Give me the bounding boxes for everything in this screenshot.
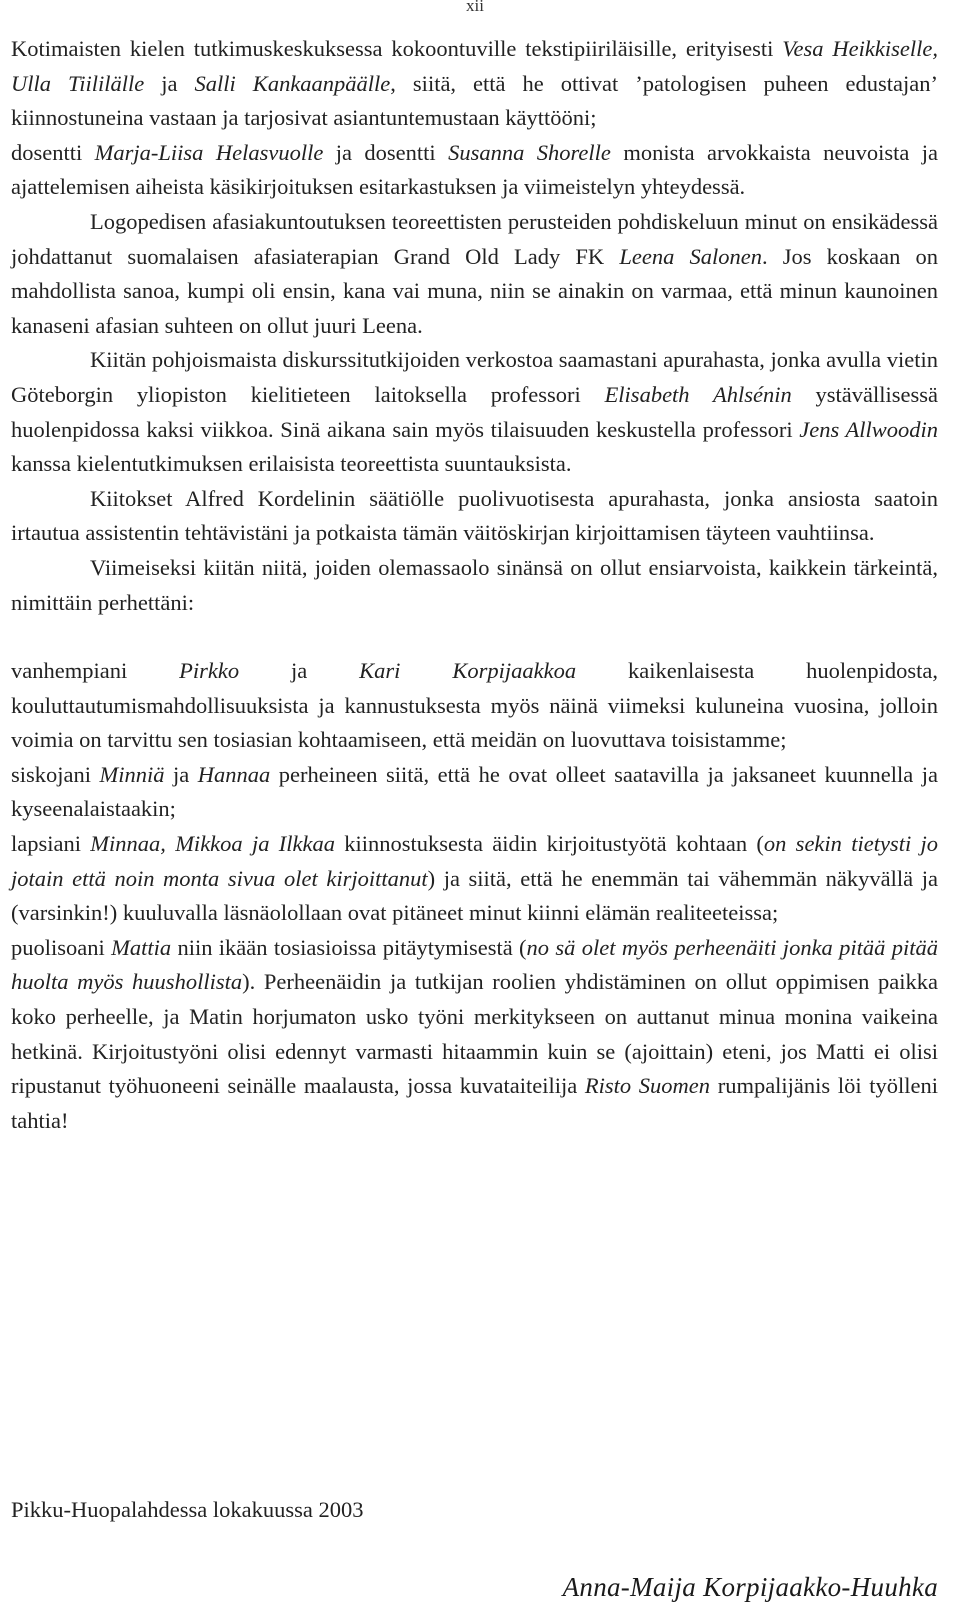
italic-text: Kari Korpijaakkoa <box>359 658 577 684</box>
italic-text: Leena Salonen <box>619 243 762 269</box>
italic-text: Minniä <box>99 761 165 787</box>
acknowledgements-body <box>11 32 938 1138</box>
italic-text: Marja-Liisa Helasvuolle <box>94 139 324 165</box>
italic-text: Jens Allwoodin <box>799 416 939 442</box>
text-run: kiinnostuksesta äidin kirjoitustyötä kohtaan ( <box>334 831 764 857</box>
text-run: monista arvokkaista neuvoista ja ajattelemisen aiheista käsikirjoituksen esitarkastuksen ja viimeistelyn yhteydessä. <box>11 139 939 200</box>
italic-text: Mattia <box>111 934 172 960</box>
italic-text: Pirkko <box>179 658 240 684</box>
text-run: puolisoani <box>11 934 112 960</box>
page-number: xii <box>466 0 484 15</box>
text-run: Kotimaisten kielen tutkimuskeskuksessa kokoontuville tekstipiiriläisille, erityisesti <box>11 36 783 61</box>
text-run: ja <box>144 70 195 96</box>
italic-text: Minnaa, Mikkoa ja Ilkkaa <box>90 831 335 857</box>
italic-text: Vesa Heikkiselle, Ulla Tiililälle <box>11 36 938 96</box>
text-run: ystävällisessä huolenpidossa kaksi viikkoa. Sinä aikana sain myös tilaisuuden keskustella professori <box>11 381 938 442</box>
text-run: lapsiani <box>11 831 91 857</box>
paragraph-p3 <box>11 205 938 343</box>
text-run: kaikenlaisesta huolenpidosta, kouluttautumismahdollisuuksista ja kannustuksesta myös näinä viimeksi kuluneina vuosina, jolloin voimia on tarvittu sen tosiasian kohtaamiseen, että meidän on luovuttava toisistamme; <box>11 658 938 753</box>
italic-text: Salli Kankaanpäälle <box>194 70 391 96</box>
italic-text: on sekin tietysti jo jotain että noin monta sivua olet kirjoittanut <box>11 831 938 891</box>
text-run: , siitä, että he ottivat ’patologisen puheen edustajan’ kiinnostuneina vastaan ja tarjosivat asiantuntemustaan käyttööni; <box>11 70 938 131</box>
text-run: perheineen siitä, että he ovat olleet saatavilla ja jaksaneet kuunnella ja kyseenalaistaakin; <box>11 761 938 822</box>
text-run: Viimeiseksi kiitän niitä, joiden olemassaolo sinänsä on ollut ensiarvoista, kaikkein tärkeintä, nimittäin perhettäni: <box>11 554 938 615</box>
text-run: ja dosentti <box>323 139 449 165</box>
paragraph-p2 <box>11 136 938 205</box>
paragraph-p10 <box>11 931 938 1139</box>
author-signature: Anna-Maija Korpijaakko-Huuhka <box>562 1572 938 1602</box>
paragraph-p6 <box>11 551 938 620</box>
text-run: siskojani <box>11 761 100 787</box>
text-run: kanssa kielentutkimuksen erilaisista teoreettista suuntauksista. <box>11 451 572 477</box>
paragraph-p7 <box>11 654 938 758</box>
text-run: ) ja siitä, että he enemmän tai vähemmän näkyvällä ja (varsinkin!) kuuluvalla läsnäolollaan ovat pitäneet minut kiinni elämän realiteeteissa; <box>11 865 938 926</box>
paragraph-p1 <box>11 32 938 136</box>
text-run: . Jos koskaan on mahdollista sanoa, kumpi oli ensin, kana vai muna, niin se ainakin on varmaa, että minun kaunoinen kanaseni afasian suhteen on ollut juuri Leena. <box>11 243 938 338</box>
text-run: ). Perheenäidin ja tutkijan roolien yhdistäminen on ollut oppimisen paikka koko perheelle, ja Matin horjumaton usko työni merkitykseen on auttanut minua monina vaikeina hetkinä. Kirjoitustyöni olisi edennyt varmasti hitaammin kuin se (ajoittain) eteni, jos Matti ei olisi ripustanut työhuoneeni seinälle maalausta, jossa kuvataiteilija <box>11 969 938 1099</box>
text-run: Kiitän pohjoismaista diskurssitutkijoiden verkostoa saamastani apurahasta, jonka avulla vietin Göteborgin yliopiston kielitieteen laitoksella professori <box>11 347 938 407</box>
text-run: rumpalijänis löi työlleni tahtia! <box>11 1073 938 1133</box>
paragraph-p8 <box>11 758 938 827</box>
text-run: vanhempiani <box>11 658 180 684</box>
text-run: ja <box>239 658 360 684</box>
text-run: ja <box>164 761 198 787</box>
text-run: Logopedisen afasiakuntoutuksen teoreettisten perusteiden pohdiskeluun minut on ensikädessä johdattanut suomalaisen afasiaterapian Grand Old Lady FK <box>11 208 938 269</box>
text-run: Kiitokset Alfred Kordelinin säätiölle puolivuotisesta apurahasta, jonka ansiosta saatoin irtautua assistentin tehtävistäni ja potkaista tämän väitöskirjan kirjoittamisen täyteen vauhtiinsa. <box>11 485 938 546</box>
paragraph-p4 <box>11 343 938 481</box>
text-run: niin ikään tosiasioissa pitäytymisestä ( <box>171 934 527 960</box>
italic-text: Risto Suomen <box>584 1073 711 1099</box>
paragraph-p9 <box>11 827 938 931</box>
italic-text: Elisabeth Ahlsénin <box>604 381 792 407</box>
italic-text: no sä olet myös perheenäiti jonka pitää pitää huolta myös huushollista <box>11 934 938 995</box>
paragraph-p5 <box>11 482 938 551</box>
italic-text: Susanna Shorelle <box>448 139 611 165</box>
italic-text: Hannaa <box>197 761 271 787</box>
text-run: dosentti <box>11 139 95 165</box>
place-and-date: Pikku-Huopalahdessa lokakuussa 2003 <box>11 1497 364 1522</box>
